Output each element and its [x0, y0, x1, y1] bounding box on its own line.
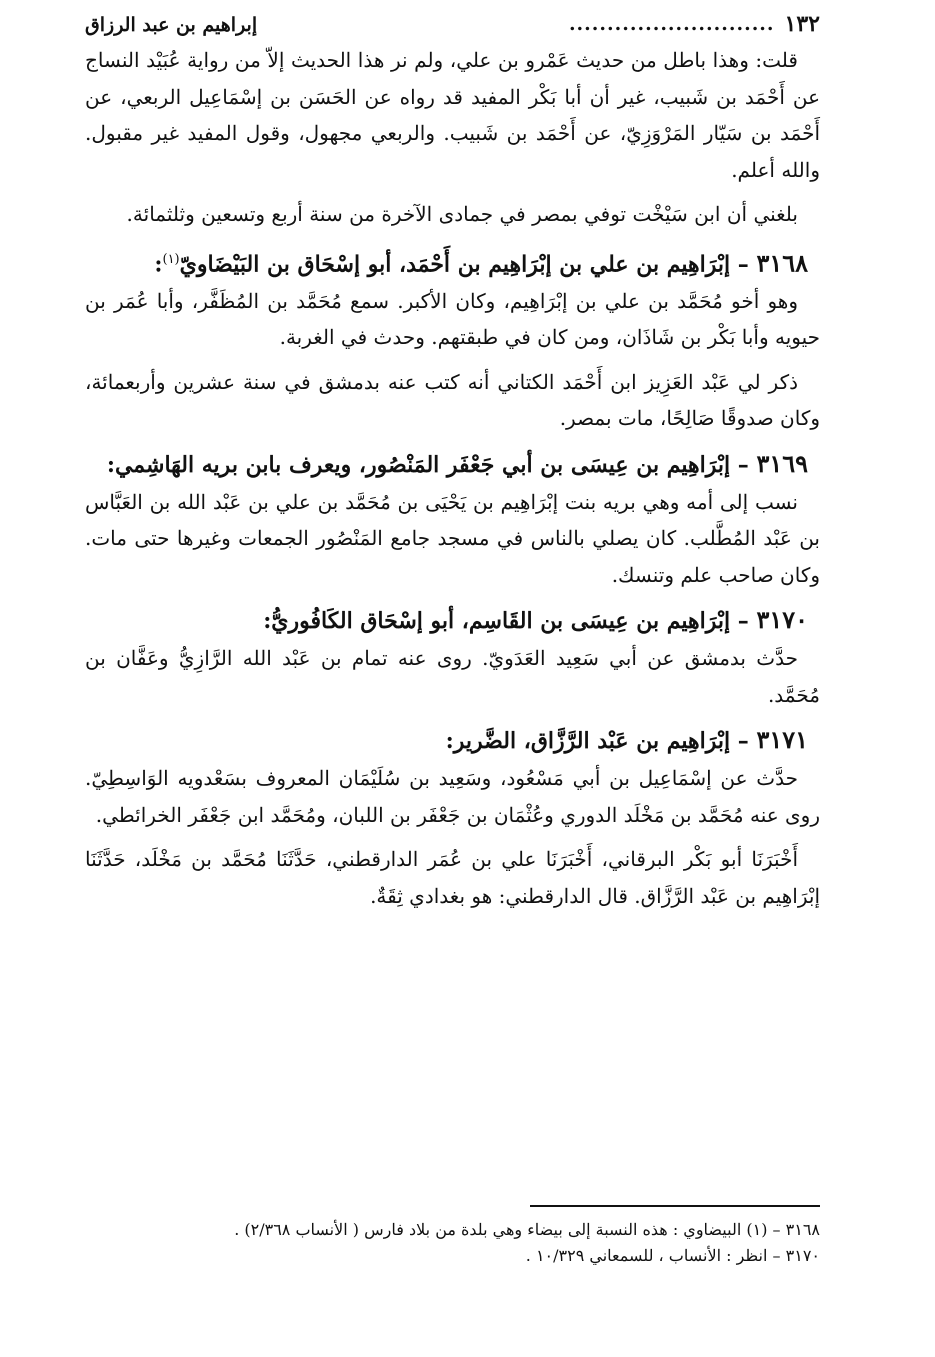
- paragraph-6: حدَّث بدمشق عن أبي سَعِيد العَدَويّ. روى عنه تمام بن عَبْد الله الرَّازِيُّ وعَفَّان بن مُحَمَّد.: [85, 646, 820, 707]
- entry-title-3169: – إبْرَاهِيم بن عِيسَى بن أبي جَعْفَر المَنْصُور، ويعرف بابن بريه الهَاشِمي:: [106, 451, 749, 478]
- entry-number-3168: ٣١٦٨: [756, 247, 808, 277]
- paragraph-2: بلغني أن ابن سَيْخْت توفي بمصر في جمادى الآخرة من سنة أربع وتسعين وثلثمائة.: [126, 202, 798, 226]
- paragraph-7: حدَّث عن إسْمَاعِيل بن أبي مَسْعُود، وسَعِيد بن سُلَيْمَان المعروف بسَعْدويه الوَاسِطِيّ. روى عنه مُحَمَّد بن مَخْلَد الدوري وعُثْمَان بن جَعْفَر بن اللبان، ومُحَمَّد ابن جَعْفَر الخرائطي.: [85, 766, 820, 827]
- entry-heading-3168: [85, 241, 820, 283]
- paragraph-3: وهو أخو مُحَمَّد بن علي بن إبْرَاهِيم، وكان الأكبر. سمع مُحَمَّد بن المُظَفَّر، وأبا عُمَر بن حيويه وأبا بَكْر بن شَاذَان، ومن كان في طبقتهم. وحدث في الغربة.: [85, 288, 820, 350]
- footnotes: [85, 1205, 820, 1269]
- running-head: [569, 6, 820, 42]
- entry-heading-3169: [85, 445, 820, 484]
- entry-heading-3170: [85, 601, 820, 640]
- paragraph-4: ذكر لي عَبْد العَزِيز ابن أَحْمَد الكتاني أنه كتب عنه بدمشق في سنة عشرين وأربعمائة، وكان صدوقًا صَالِحًا، مات بمصر.: [85, 369, 820, 431]
- paragraph-8: أَخْبَرَنَا أبو بَكْر البرقاني، أَخْبَرَنَا علي بن عُمَر الدارقطني، حَدَّثَنَا مُحَمَّد بن مَخْلَد، حَدَّثَنَا إبْرَاهِيم بن عَبْد الرَّزَّاق. قال الدارقطني: هو بغدادي ثِقَةٌ.: [85, 847, 820, 908]
- running-title: إبراهيم بن عبد الرزاق: [85, 14, 258, 36]
- page-header: [85, 6, 820, 42]
- entry-heading-3171: [85, 721, 820, 760]
- entry-colon-3168: :: [154, 250, 163, 277]
- footnote-2: ٣١٧٠ – انظر : الأنساب ، للسمعاني ١٠/٣٢٩ .: [525, 1246, 820, 1265]
- paragraph-1: قلت: وهذا باطل من حديث عَمْرو بن علي، ولم نر هذا الحديث إلاّ من رواية عُبَيْد النساج عن أَحْمَد بن شَبيب، غير أن أبا بَكْر المفيد قد رواه عن الحَسَن بن إسْمَاعِيل الربعي، عن أَحْمَد بن سَيّار المَرْوَزِيّ، عن أَحْمَد بن شَبيب. والربعي مجهول، وقول المفيد غير مقبول. والله أعلم.: [85, 48, 820, 182]
- entry-title-3168: – إبْرَاهِيم بن علي بن إبْرَاهِيم بن أَحْمَد، أبو إسْحَاق بن البَيْضَاويّ: [179, 250, 749, 277]
- page-body: [85, 6, 820, 914]
- footnote-1: ٣١٦٨ – (١) البيضاوي : هذه النسبة إلى بيضاء وهي بلدة من بلاد فارس ( الأنساب ٢/٣٦٨) .: [234, 1220, 820, 1239]
- page-number: ١٣٢: [784, 11, 820, 37]
- entry-number-3171: ٣١٧١: [756, 725, 808, 755]
- footnote-ref-1[interactable]: (١): [162, 251, 180, 267]
- entry-number-3169: ٣١٦٩: [756, 448, 808, 478]
- paragraph-5: نسب إلى أمه وهي بريه بنت إبْرَاهِيم بن يَحْيَى بن مُحَمَّد بن علي بن عَبْد الله بن العَبَّاس بن عَبْد المُطَّلب. كان يصلي بالناس في مسجد جامع المَنْصُور الجمعات وغيرها حتى مات. وكان صاحب علم وتنسك.: [85, 489, 820, 587]
- footnote-rule: [530, 1205, 820, 1207]
- entry-title-3171: – إبْرَاهِيم بن عَبْد الرَّزَّاق، الضَّرير:: [445, 728, 749, 755]
- entry-title-3170: – إبْرَاهِيم بن عِيسَى بن القَاسِم، أبو إسْحَاق الكَافُوريُّ:: [263, 608, 749, 635]
- header-dots: ...........................: [568, 13, 775, 35]
- entry-number-3170: ٣١٧٠: [756, 605, 808, 635]
